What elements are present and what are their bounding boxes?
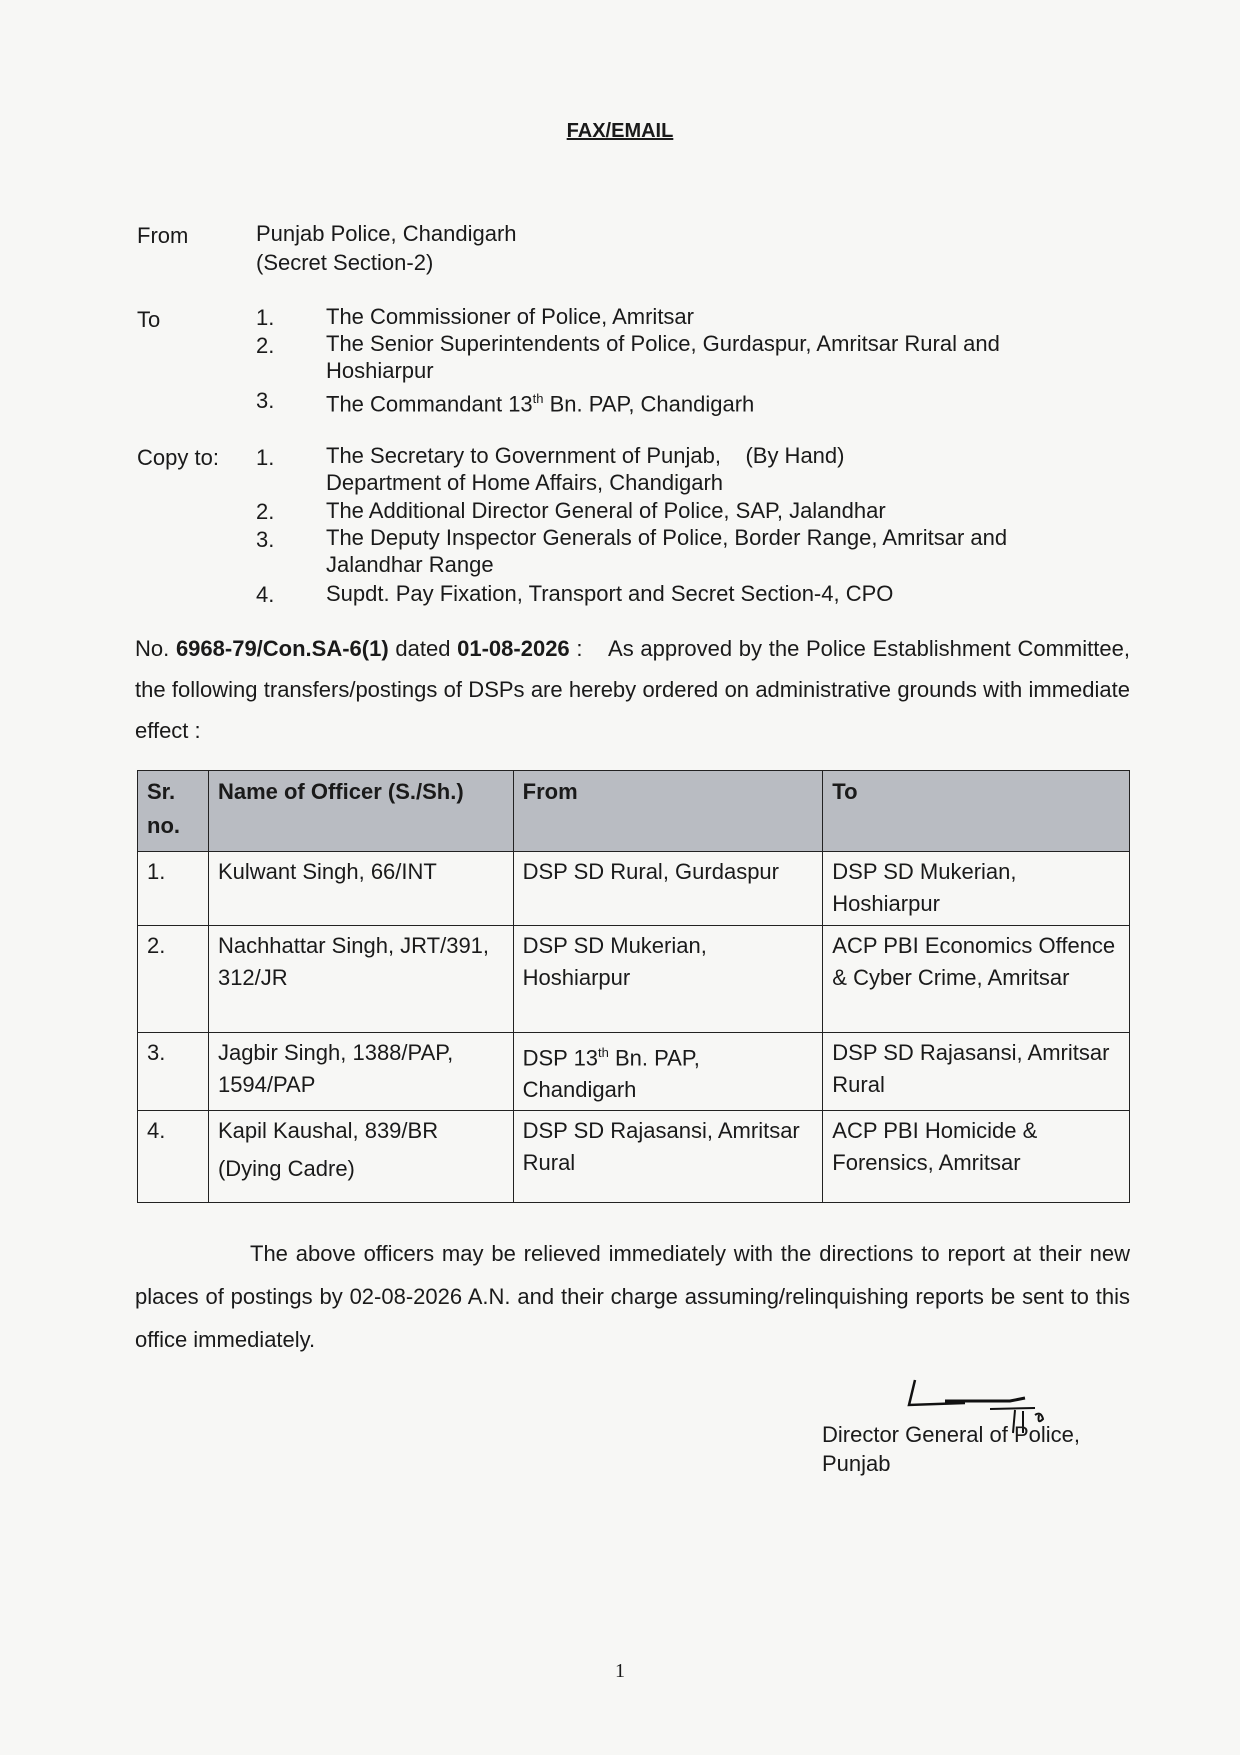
cell-to: ACP PBI Economics Offence & Cyber Crime, Amritsar [823, 926, 1130, 1033]
to-label: To [137, 307, 161, 332]
table-header-row [138, 771, 1130, 852]
table-row [138, 926, 1130, 1033]
order-date: 01-08-2026 [457, 636, 570, 661]
cell-to: DSP SD Rajasansi, Amritsar Rural [823, 1033, 1130, 1111]
document-title: FAX/EMAIL [566, 120, 674, 142]
table-row [138, 852, 1130, 926]
copy-item-text: The Additional Director General of Police, SAP, Jalandhar [326, 498, 886, 523]
cell-name: Kulwant Singh, 66/INT [208, 852, 513, 926]
copy-item-number: 3. [256, 527, 275, 552]
page-number: 1 [615, 1660, 625, 1682]
copy-item-number: 1. [256, 445, 275, 470]
from-line-2: (Secret Section-2) [256, 250, 434, 275]
cell-to: DSP SD Mukerian, Hoshiarpur [823, 852, 1130, 926]
cell-from: DSP SD Rajasansi, Amritsar Rural [513, 1111, 823, 1203]
column-header-name: Name of Officer (S./Sh.) [208, 771, 513, 852]
cell-from: DSP SD Mukerian, Hoshiarpur [513, 926, 823, 1033]
cell-name: Jagbir Singh, 1388/PAP, 1594/PAP [208, 1033, 513, 1111]
to-item-text: The Senior Superintendents of Police, Gurdaspur, Amritsar Rural and Hoshiarpur [326, 331, 1000, 383]
from-label: From [137, 223, 189, 248]
order-number: 6968-79/Con.SA-6(1) [175, 636, 389, 661]
to-item-number: 1. [256, 305, 275, 330]
cell-from: DSP 13th Bn. PAP, Chandigarh [513, 1033, 823, 1111]
column-header-sr: Sr. no. [138, 771, 209, 852]
signatory-place: Punjab [822, 1451, 891, 1476]
transfers-table [137, 770, 1130, 1203]
copy-item-number: 4. [256, 582, 275, 607]
copy-item-text-line2: Department of Home Affairs, Chandigarh [326, 470, 724, 495]
copy-item-text: Supdt. Pay Fixation, Transport and Secret Section-4, CPO [326, 581, 894, 606]
cell-sr: 2. [138, 926, 209, 1033]
cell-to: ACP PBI Homicide & Forensics, Amritsar [823, 1111, 1130, 1203]
column-header-from: From [513, 771, 823, 852]
copy-item-text: The Deputy Inspector Generals of Police, Border Range, Amritsar and Jalandhar Range [326, 525, 1008, 577]
from-line-1: Punjab Police, Chandigarh [256, 221, 517, 246]
cell-sr: 3. [138, 1033, 209, 1111]
to-item-number: 2. [256, 333, 275, 358]
closing-paragraph: The above officers may be relieved immediately with the directions to report at their new places of postings by 02-08-2026 A.N. and their charge assuming/relinquishing reports be sent to this office immediately. [135, 1241, 1130, 1352]
table-row [138, 1033, 1130, 1111]
to-item-number: 3. [256, 388, 275, 413]
to-item-text: The Commandant 13th Bn. PAP, Chandigarh [326, 391, 755, 417]
cell-from: DSP SD Rural, Gurdaspur [513, 852, 823, 926]
cell-sr: 4. [138, 1111, 209, 1203]
cell-sr: 1. [138, 852, 209, 926]
to-item-text: The Commissioner of Police, Amritsar [326, 304, 694, 329]
table-row [138, 1111, 1130, 1203]
order-paragraph: No. 6968-79/Con.SA-6(1) dated 01-08-2026 : As approved by the Police Establishment Committee, the following transfers/postings of DSPs are hereby ordered on administrative grounds with immediate effect : [135, 636, 1130, 743]
copy-item-number: 2. [256, 499, 275, 524]
copy-item-text: The Secretary to Government of Punjab, (By Hand) [326, 443, 845, 468]
column-header-to: To [823, 771, 1130, 852]
cell-name: Nachhattar Singh, JRT/391, 312/JR [208, 926, 513, 1033]
copy-to-label: Copy to: [137, 445, 219, 470]
cell-name: Kapil Kaushal, 839/BR (Dying Cadre) [208, 1111, 513, 1203]
signatory-designation: Director General of Police, [822, 1422, 1080, 1447]
